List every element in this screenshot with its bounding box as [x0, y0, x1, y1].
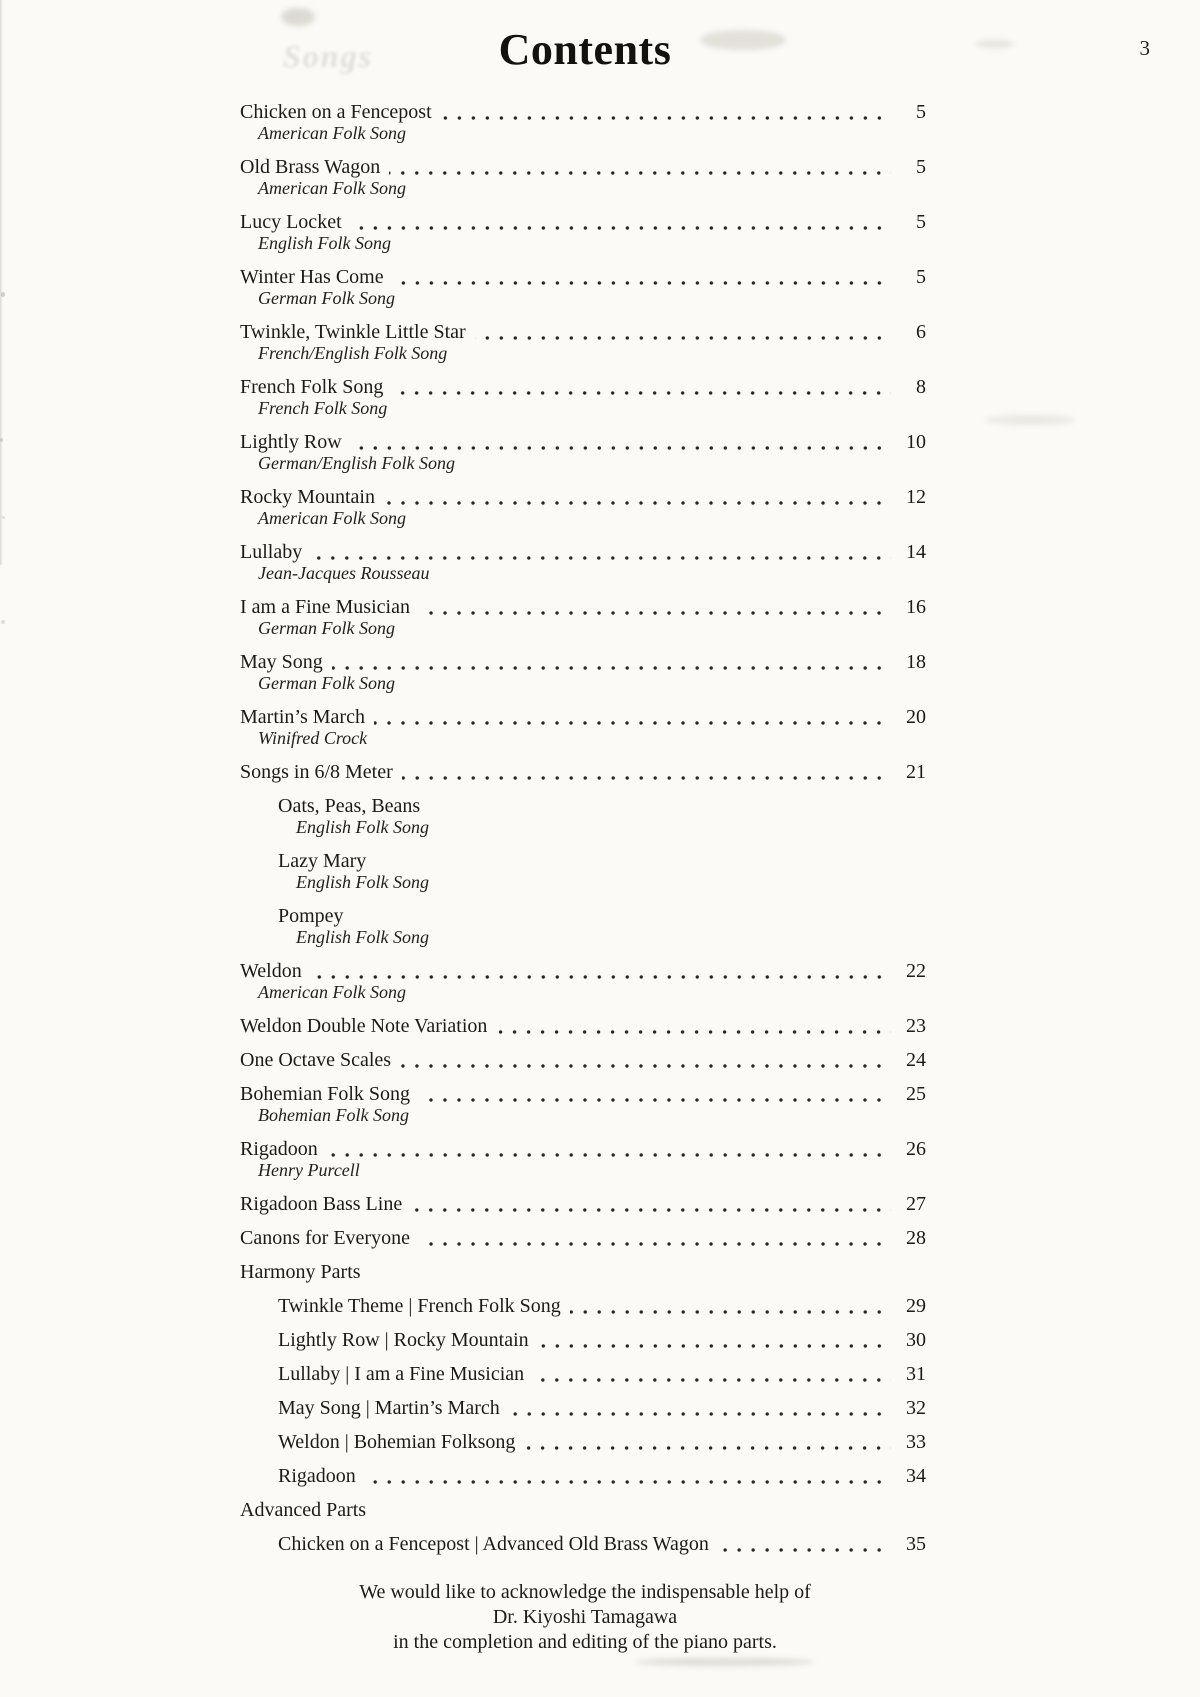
- toc-entry-line: [240, 487, 926, 508]
- scan-speck: [1, 620, 5, 624]
- scan-speck: [1, 292, 5, 297]
- toc-entry-title: Rigadoon Bass Line: [240, 1193, 403, 1215]
- toc-entry-title: May Song: [240, 651, 323, 673]
- toc-entry-line: [240, 762, 926, 783]
- dot-leader: [419, 1098, 891, 1102]
- toc-entry-title: Advanced Parts: [240, 1499, 367, 1521]
- toc-entry-page-number: 30: [906, 1329, 926, 1351]
- dot-leader: [718, 1548, 891, 1552]
- toc-entry-page-number: 10: [906, 431, 926, 453]
- toc-entry-page-number: 5: [916, 211, 926, 233]
- toc-entry: [240, 1194, 926, 1215]
- page-title: Contents: [498, 25, 672, 74]
- dot-leader: [570, 1310, 891, 1314]
- toc-entry-line: [240, 597, 926, 618]
- toc-entry: [240, 157, 926, 199]
- dot-leader: [327, 1153, 891, 1157]
- toc-entry-line: [278, 1398, 926, 1419]
- toc-entry-line: [240, 1228, 926, 1249]
- toc-entry-page-number: 18: [906, 651, 926, 673]
- dot-leader: [496, 1030, 891, 1034]
- toc-entry: [278, 1398, 926, 1419]
- toc-entry-title: Chicken on a Fencepost | Advanced Old Brass Wagon: [278, 1533, 709, 1555]
- dot-leader: [374, 721, 891, 725]
- toc-entry-title: Songs in 6/8 Meter: [240, 761, 393, 783]
- dot-leader: [311, 556, 891, 560]
- toc-entry-page-number: 27: [906, 1193, 926, 1215]
- dot-leader: [332, 666, 891, 670]
- toc-entry-page-number: 6: [916, 321, 926, 343]
- toc-entry-line: [240, 1262, 926, 1283]
- toc-entry-title: May Song | Martin’s March: [278, 1397, 500, 1419]
- dot-leader: [411, 1208, 891, 1212]
- toc-section-header: [240, 1262, 926, 1283]
- toc-entry-line: [240, 1139, 926, 1160]
- toc-entry-line: [278, 1466, 926, 1487]
- dot-leader: [392, 391, 891, 395]
- toc-entry-line: [278, 796, 926, 817]
- toc-entry-line: [240, 1016, 926, 1037]
- toc-entry-page-number: 5: [916, 156, 926, 178]
- dot-leader: [402, 776, 891, 780]
- dot-leader: [389, 171, 891, 175]
- dot-leader: [509, 1412, 891, 1416]
- dot-leader: [400, 1064, 891, 1068]
- toc-entry-line: [240, 652, 926, 673]
- toc-entry-line: [278, 1432, 926, 1453]
- toc-entry-title: Old Brass Wagon: [240, 156, 381, 178]
- acknowledgment-line: in the completion and editing of the piano parts.: [393, 1631, 777, 1653]
- toc-entry-page-number: 16: [906, 596, 926, 618]
- toc-entry-line: [240, 1050, 926, 1071]
- dot-leader: [524, 1446, 891, 1450]
- toc-entry-line: [240, 1500, 926, 1521]
- dot-leader: [351, 226, 891, 230]
- toc-entry: [240, 961, 926, 1003]
- toc-entry-title: Canons for Everyone: [240, 1227, 410, 1249]
- toc-entry-title: Lightly Row | Rocky Mountain: [278, 1329, 529, 1351]
- toc-entry-line: [278, 1534, 926, 1555]
- scan-smudge: [985, 415, 1075, 425]
- toc-entry-title: Martin’s March: [240, 706, 365, 728]
- bleed-through-ghost-text: Songs: [283, 38, 374, 74]
- toc-entry-composer: German Folk Song: [258, 288, 395, 308]
- toc-entry-line: [278, 851, 926, 872]
- toc-entry: [278, 1432, 926, 1453]
- dot-leader: [538, 1344, 891, 1348]
- toc-entry-title: Lullaby: [240, 541, 303, 563]
- toc-entry: [278, 906, 926, 948]
- toc-entry-title: Winter Has Come: [240, 266, 384, 288]
- toc-entry-title: Twinkle Theme | French Folk Song: [278, 1295, 561, 1317]
- toc-entry-line: [240, 102, 926, 123]
- toc-entry-line: [240, 961, 926, 982]
- toc-entry-title: Lazy Mary: [278, 850, 367, 872]
- scan-speck: [2, 516, 5, 519]
- scan-smudge: [635, 1658, 815, 1666]
- toc-entry-title: Rigadoon: [278, 1465, 356, 1487]
- toc-entry-title: Weldon | Bohemian Folksong: [278, 1431, 516, 1453]
- dot-leader: [533, 1378, 891, 1382]
- toc-entry-page-number: 29: [906, 1295, 926, 1317]
- toc-entry-title: Bohemian Folk Song: [240, 1083, 411, 1105]
- toc-entry-page-number: 12: [906, 486, 926, 508]
- dot-leader: [419, 1242, 891, 1246]
- toc-entry: [240, 1228, 926, 1249]
- toc-entry-line: [240, 432, 926, 453]
- toc-entry-page-number: 14: [906, 541, 926, 563]
- toc-entry-page-number: 28: [906, 1227, 926, 1249]
- toc-entry: [240, 762, 926, 783]
- toc-entry-title: Rocky Mountain: [240, 486, 375, 508]
- scan-smudge: [281, 8, 315, 26]
- toc-entry-composer: Jean-Jacques Rousseau: [258, 563, 430, 583]
- toc-entry-line: [240, 157, 926, 178]
- acknowledgment-line: Dr. Kiyoshi Tamagawa: [492, 1606, 678, 1628]
- acknowledgment-line: We would like to acknowledge the indispensable help of: [359, 1581, 811, 1603]
- toc-entry-line: [240, 212, 926, 233]
- toc-entry: [240, 212, 926, 254]
- toc-entry: [278, 1296, 926, 1317]
- toc-entry: [278, 796, 926, 838]
- toc-entry-page-number: 26: [906, 1138, 926, 1160]
- toc-entry-composer: American Folk Song: [258, 508, 406, 528]
- toc-entry: [240, 1016, 926, 1037]
- toc-entry-page-number: 33: [906, 1431, 926, 1453]
- toc-entry-page-number: 31: [906, 1363, 926, 1385]
- toc-entry-page-number: 25: [906, 1083, 926, 1105]
- toc-entry-line: [278, 906, 926, 927]
- toc-entry-composer: Bohemian Folk Song: [258, 1105, 409, 1125]
- toc-entry-title: Weldon Double Note Variation: [240, 1015, 488, 1037]
- toc-entry-title: Lullaby | I am a Fine Musician: [278, 1363, 525, 1385]
- toc-entry-page-number: 22: [906, 960, 926, 982]
- toc-list: [240, 102, 926, 1568]
- toc-entry-composer: German Folk Song: [258, 618, 395, 638]
- toc-entry-composer: English Folk Song: [296, 817, 429, 837]
- dot-leader: [393, 281, 891, 285]
- toc-entry-composer: American Folk Song: [258, 123, 406, 143]
- toc-entry: [278, 851, 926, 893]
- scan-speck: [0, 438, 3, 442]
- toc-entry-line: [240, 542, 926, 563]
- toc-entry: [240, 432, 926, 474]
- toc-entry-page-number: 8: [916, 376, 926, 398]
- toc-entry-title: Twinkle, Twinkle Little Star: [240, 321, 466, 343]
- toc-entry: [278, 1364, 926, 1385]
- toc-entry-page-number: 21: [906, 761, 926, 783]
- toc-entry-title: One Octave Scales: [240, 1049, 392, 1071]
- dot-leader: [475, 336, 891, 340]
- dot-leader: [351, 446, 891, 450]
- toc-entry-line: [240, 707, 926, 728]
- toc-entry: [278, 1330, 926, 1351]
- toc-entry-composer: French Folk Song: [258, 398, 388, 418]
- toc-entry-composer: American Folk Song: [258, 178, 406, 198]
- toc-entry-composer: Winifred Crock: [258, 728, 368, 748]
- dot-leader: [419, 611, 891, 615]
- toc-entry-title: Chicken on a Fencepost: [240, 101, 432, 123]
- toc-entry: [240, 377, 926, 419]
- toc-entry: [240, 1084, 926, 1126]
- toc-entry-line: [278, 1296, 926, 1317]
- toc-entry-composer: German/English Folk Song: [258, 453, 455, 473]
- toc-entry-title: Lucy Locket: [240, 211, 342, 233]
- dot-leader: [384, 501, 891, 505]
- toc-section-header: [240, 1500, 926, 1521]
- toc-entry-page-number: 34: [906, 1465, 926, 1487]
- toc-entry-line: [240, 377, 926, 398]
- toc-entry-page-number: 32: [906, 1397, 926, 1419]
- dot-leader: [311, 975, 891, 979]
- toc-entry-line: [240, 1194, 926, 1215]
- toc-entry-title: French Folk Song: [240, 376, 384, 398]
- toc-entry-line: [240, 1084, 926, 1105]
- toc-entry-line: [240, 267, 926, 288]
- toc-entry-composer: French/English Folk Song: [258, 343, 448, 363]
- toc-entry-page-number: 20: [906, 706, 926, 728]
- toc-entry-line: [278, 1330, 926, 1351]
- dot-leader: [365, 1480, 891, 1484]
- toc-entry: [240, 652, 926, 694]
- folio-page-number: 3: [1139, 36, 1150, 60]
- toc-entry: [240, 707, 926, 749]
- toc-entry-title: Harmony Parts: [240, 1261, 361, 1283]
- toc-entry: [278, 1466, 926, 1487]
- toc-entry-line: [240, 322, 926, 343]
- toc-entry-composer: Henry Purcell: [258, 1160, 360, 1180]
- toc-entry-page-number: 35: [906, 1533, 926, 1555]
- toc-entry-page-number: 24: [906, 1049, 926, 1071]
- toc-entry-title: I am a Fine Musician: [240, 596, 410, 618]
- toc-entry: [240, 102, 926, 144]
- dot-leader: [441, 116, 891, 120]
- toc-entry-composer: English Folk Song: [258, 233, 391, 253]
- toc-entry: [240, 322, 926, 364]
- toc-entry-title: Pompey: [278, 905, 344, 927]
- toc-entry-title: Rigadoon: [240, 1138, 318, 1160]
- toc-entry-page-number: 23: [906, 1015, 926, 1037]
- toc-entry: [240, 542, 926, 584]
- toc-entry: [240, 597, 926, 639]
- toc-entry: [240, 1050, 926, 1071]
- toc-entry: [240, 267, 926, 309]
- toc-entry-composer: American Folk Song: [258, 982, 406, 1002]
- scan-edge-artifact: [0, 0, 3, 565]
- toc-entry: [240, 1139, 926, 1181]
- toc-entry-line: [278, 1364, 926, 1385]
- acknowledgment: [0, 1580, 1170, 1655]
- toc-entry-composer: English Folk Song: [296, 872, 429, 892]
- toc-entry: [240, 487, 926, 529]
- toc-entry-page-number: 5: [916, 101, 926, 123]
- toc-entry-page-number: 5: [916, 266, 926, 288]
- toc-entry-title: Weldon: [240, 960, 302, 982]
- toc-entry-title: Lightly Row: [240, 431, 342, 453]
- toc-entry-title: Oats, Peas, Beans: [278, 795, 421, 817]
- toc-entry: [278, 1534, 926, 1555]
- toc-entry-composer: English Folk Song: [296, 927, 429, 947]
- toc-entry-composer: German Folk Song: [258, 673, 395, 693]
